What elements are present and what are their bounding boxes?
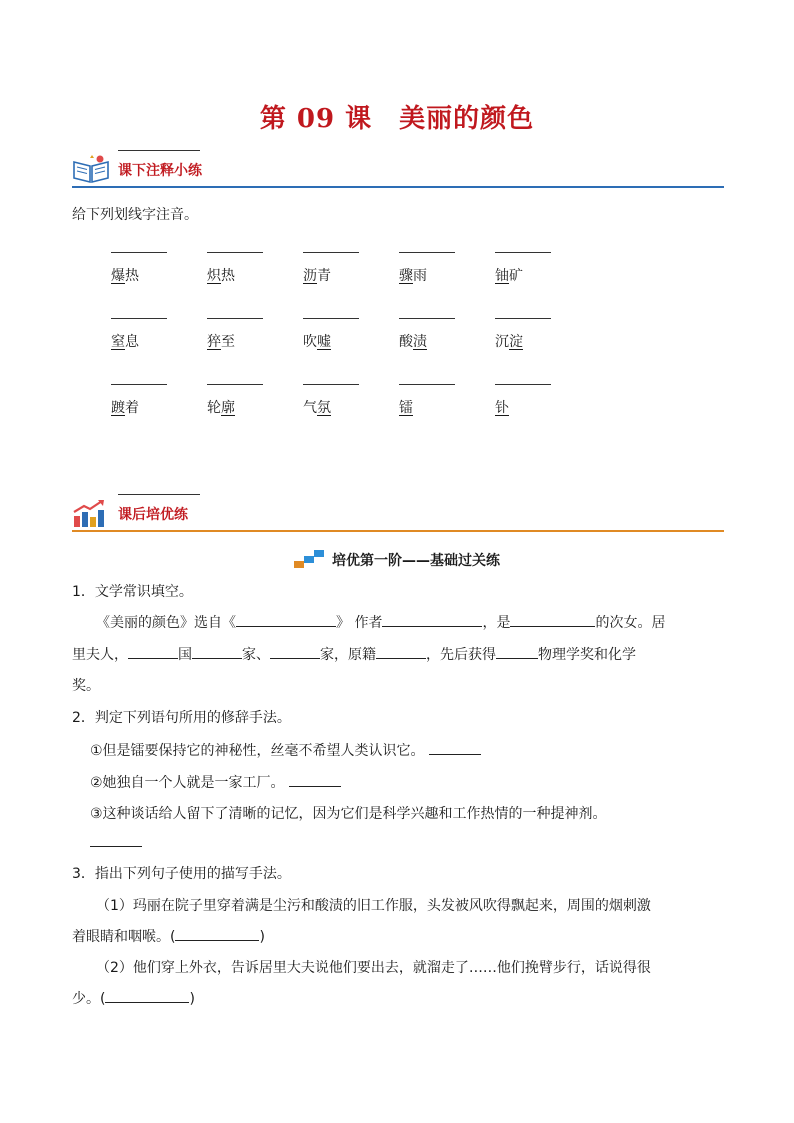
word-text [495,333,555,351]
plain-char: 青 [317,268,331,284]
plain-char: 吹 [303,334,317,350]
pinyin-blank[interactable] [303,252,359,253]
fill-blank[interactable] [175,926,259,941]
pinyin-item [207,318,267,351]
fill-blank[interactable] [376,644,426,659]
word-text [495,399,555,417]
plain-char: 至 [221,334,235,350]
section-header-notes [72,150,724,190]
stairs-icon [294,550,326,568]
word-text [399,333,459,351]
word-text [495,267,555,285]
underlined-char: 沥 [303,268,317,284]
word-text [399,399,459,417]
word-text [303,333,363,351]
section-title-notes: 课下注释小练 [118,163,202,179]
fill-blank[interactable] [496,644,538,659]
bar-chart-growth-icon [72,498,110,528]
question-3-item-1-line-2: 着眼睛和咽喉。( ) [72,926,265,947]
underlined-char: 爆 [111,268,125,284]
underlined-char: 钋 [495,400,509,416]
plain-char: 息 [125,334,139,350]
question-3-item-2-line-2: 少。( ) [72,988,195,1009]
word-text [207,267,267,285]
pinyin-blank[interactable] [303,384,359,385]
plain-char: 着 [125,400,139,416]
fill-blank[interactable] [90,832,142,847]
plain-char: 酸 [399,334,413,350]
pinyin-blank[interactable] [207,384,263,385]
word-text [207,399,267,417]
pinyin-item [495,252,555,285]
underlined-char: 嘘 [317,334,331,350]
word-text [207,333,267,351]
underlined-char: 镭 [399,400,413,416]
pinyin-item [111,318,171,351]
plain-char: 矿 [509,268,523,284]
word-text [111,333,171,351]
pinyin-blank[interactable] [303,318,359,319]
pinyin-blank[interactable] [207,252,263,253]
fill-blank[interactable] [270,644,320,659]
pinyin-item [399,384,459,417]
word-text [111,399,171,417]
question-2-item-3: ③这种谈话给人留下了清晰的记忆，因为它们是科学兴趣和工作热情的一种提神剂。 [90,806,607,822]
word-text [303,267,363,285]
pinyin-item [111,384,171,417]
section-title-advanced: 课后培优练 [118,507,188,523]
fill-blank[interactable] [510,612,595,627]
word-text [303,399,363,417]
sub-heading [0,550,794,570]
plain-char: 沉 [495,334,509,350]
question-2-item-3-answer [90,832,142,853]
pinyin-item [303,318,363,351]
pinyin-item [495,384,555,417]
question-1-stem: 1．文学常识填空。 [72,584,193,600]
pinyin-blank[interactable] [495,252,551,253]
fill-blank[interactable] [429,740,481,755]
question-3-stem: 3．指出下列句子使用的描写手法。 [72,866,291,882]
underlined-char: 窒 [111,334,125,350]
question-1-line-1: 《美丽的颜色》选自《 》 作者 ，是 的次女。居 [96,612,665,633]
pinyin-item [495,318,555,351]
pinyin-item [207,384,267,417]
underlined-char: 氛 [317,400,331,416]
pinyin-blank[interactable] [111,318,167,319]
pinyin-blank[interactable] [111,252,167,253]
plain-char: 雨 [413,268,427,284]
fill-blank[interactable] [382,612,482,627]
question-3-item-1-line-1: （1）玛丽在院子里穿着满是尘污和酸渍的旧工作服，头发被风吹得飘起来，周围的烟刺激 [96,898,651,914]
pinyin-item [111,252,171,285]
underlined-char: 淀 [509,334,523,350]
pinyin-item [399,252,459,285]
section-header-advanced [72,494,724,534]
plain-char: 热 [125,268,139,284]
underlined-char: 踱 [111,400,125,416]
question-2-item-1: ①但是镭要保持它的神秘性，丝毫不希望人类认识它。 [90,740,481,761]
pinyin-blank[interactable] [495,318,551,319]
fill-blank[interactable] [192,644,242,659]
pinyin-blank[interactable] [399,384,455,385]
open-book-icon [72,154,110,184]
pinyin-blank[interactable] [495,384,551,385]
plain-char: 气 [303,400,317,416]
fill-blank[interactable] [128,644,178,659]
pinyin-blank[interactable] [399,252,455,253]
underlined-char: 渍 [413,334,427,350]
pinyin-blank[interactable] [399,318,455,319]
underlined-char: 铀 [495,268,509,284]
word-text [399,267,459,285]
pinyin-item [207,252,267,285]
pinyin-item [399,318,459,351]
question-2-stem: 2．判定下列语句所用的修辞手法。 [72,710,291,726]
question-1-line-3: 奖。 [72,678,100,694]
underlined-char: 猝 [207,334,221,350]
underlined-char: 骤 [399,268,413,284]
question-2-item-2: ②她独自一个人就是一家工厂。 [90,772,341,793]
pinyin-item [303,384,363,417]
pinyin-blank[interactable] [207,318,263,319]
page-title: 第 09 课 美丽的颜色 [259,104,535,134]
pinyin-blank[interactable] [111,384,167,385]
underlined-char: 廓 [221,400,235,416]
instruction-text: 给下列划线字注音。 [72,207,198,223]
question-3-item-2-line-1: （2）他们穿上外衣，告诉居里大夫说他们要出去，就溜走了……他们挽臂步行，话说得很 [96,960,651,976]
fill-blank[interactable] [236,612,336,627]
fill-blank[interactable] [105,988,189,1003]
plain-char: 热 [221,268,235,284]
fill-blank[interactable] [289,772,341,787]
pinyin-item [303,252,363,285]
word-text [111,267,171,285]
plain-char: 轮 [207,400,221,416]
sub-heading-text: 培优第一阶——基础过关练 [332,553,500,569]
underlined-char: 炽 [207,268,221,284]
question-1-line-2: 里夫人， 国 家、 家，原籍 ，先后获得 物理学奖和化学 [72,644,636,665]
